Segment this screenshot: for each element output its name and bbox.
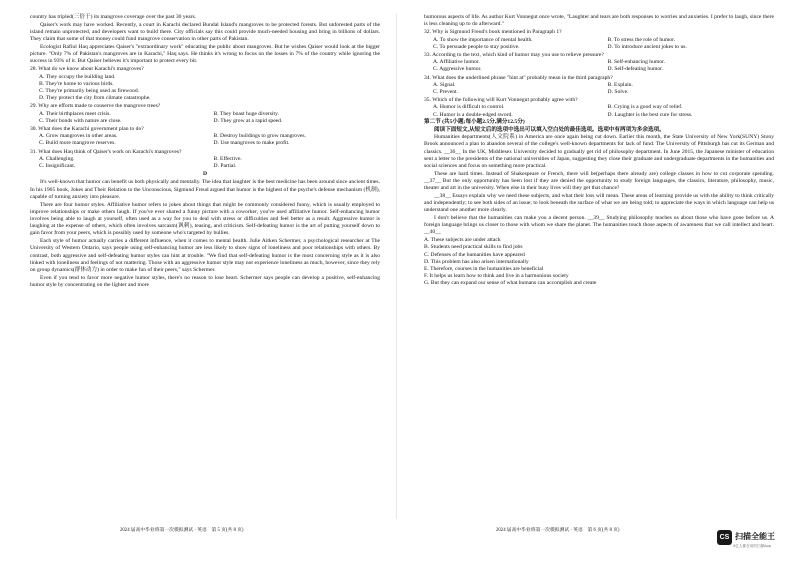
paragraph: I don't believe that the humanities can make you a decent person. __39__ Studying philosophy teaches us about those who have gone before us. A foreign language brings us closer to those with whom we share the planet. The humanities touch those aspects of awareness that we call intellect and heart. __40__ — [424, 214, 774, 236]
question-stem: 34. What does the underlined phrase "hint at" probably mean in the third paragraph? — [424, 74, 613, 81]
answer-option: B. Explain. — [607, 81, 633, 88]
answer-option: C. Insignificant. — [39, 163, 76, 170]
right-page — [424, 14, 774, 288]
paragraph: __38__ Essays explain why we need these subjects, and what their loss will mean. These areas of learning provide us with the ability to think critically and independently; to see both sides of an issue; to look beneath the surface of what we are being told; to appreciate the ways in which language can help us understand one another more clearly. — [424, 192, 774, 214]
answer-option: C. Prevent. — [433, 89, 459, 96]
answer-option: D. Solve. — [607, 89, 629, 96]
paragraph: There are four humor styles. Affiliative humor refers to jokes about things that might be commonly considered funny, which is usually employed to improve relationships or make others laugh. If you've ever shared a funny picture with a coworker, you've used affiliative humor. Self-enhancing humor involves being able to laugh at yourself, often used as a way for you to deal with stress or difficulties and feel better as a result. Aggressive humor is laughing at the expense of others, which often involves sarcasm(讽刺), teasing, and criticism. Self-defeating humor is the art of putting yourself down to gain favor from your peers, which is possibly used by someone who's targeted by bullies. — [30, 201, 380, 237]
question-options — [30, 111, 380, 125]
answer-option: B. Effective. — [213, 155, 242, 162]
right-questions — [424, 29, 774, 118]
answer-option: D. Use mangroves to make profit. — [213, 140, 290, 147]
blank-option: E. Therefore, courses in the humanities are beneficial — [424, 265, 544, 272]
footer-right: 2024 届高中毕业班第一次模拟测试 · 英语 第 6 页(共 8 页) — [496, 528, 620, 533]
blank-option: B. Students need practical skills to find jobs — [424, 244, 523, 251]
answer-option: A. Challenging. — [39, 155, 75, 162]
answer-option: B. They boast huge diversity. — [213, 110, 279, 117]
answer-option: C. To persuade people to stay positive. — [433, 43, 520, 50]
answer-option: A. Affiliative humor. — [433, 59, 480, 66]
section-instruction: 阅读下面短文,从短文后的选项中选出可以填入空白处的最佳选项。选项中有两项为多余选项。 — [434, 126, 665, 133]
question-stem: 35. Which of the following will Kurt Vonnegut probably agree with? — [424, 97, 578, 104]
blank-option: A. These subjects are under attack — [424, 237, 501, 244]
blank-options — [424, 237, 774, 287]
answer-option: B. They're home to various birds. — [39, 80, 114, 87]
answer-option: D. They protect the city from climate catastrophe. — [39, 95, 151, 102]
paragraph: country has tripled(三倍于) its mangrove coverage over the past 30 years. — [30, 14, 197, 20]
answer-option: B. Self-enhancing humor. — [607, 59, 665, 66]
watermark-title: 扫描全能王 — [735, 532, 775, 541]
paragraph: Each style of humor actually carries a different influence, when it comes to mental health. Julie Aitken Schermer, a psychological researcher at The University of Western Ontario, says people using self-enhancing humor are less likely to show signs of loneliness and poor relationships with others. By contrast, both aggressive and self-defeating humor styles can hint at trouble. "We find that self-defeating humor is the most concerning style as it is also linked with loneliness and feelings of not mattering. Those with an aggressive humor style may not experience loneliness as much, however, since they rely on group dynamics(群体动力) in order to make fun of their peers," says Schermer. — [30, 238, 380, 273]
blank-option: G. But they can expand our sense of what humans can accomplish and create — [424, 280, 597, 287]
paragraph: humorous aspects of life. As author Kurt Vonnegut once wrote, "Laughter and tears are both responses to worries and anxieties. I prefer to laugh, since there is less cleaning up to do afterward." — [424, 14, 774, 28]
question-options — [424, 59, 774, 73]
answer-option: A. To show the importance of mental health. — [433, 36, 533, 43]
answer-option: B. Crying is a good way of relief. — [607, 104, 683, 111]
answer-option: D. To introduce ancient jokes to us. — [607, 43, 687, 50]
footer-left: 2024 届高中毕业班第一次模拟测试 · 英语 第 5 页(共 8 页) — [120, 528, 244, 533]
scanner-watermark — [717, 528, 787, 554]
answer-option: A. Humor is difficult to control. — [433, 104, 505, 111]
answer-option: D. Laughter is the best cure for stress. — [607, 111, 693, 118]
right-bottom-paragraphs — [424, 134, 774, 236]
question-stem: 30. What does the Karachi government plan to do? — [30, 126, 144, 133]
blank-option: C. Defenses of the humanities have appeared — [424, 251, 525, 258]
answer-option: A. Signal. — [433, 81, 456, 88]
left-questions — [30, 66, 380, 170]
answer-option: D. Self-defeating humor. — [607, 66, 664, 73]
paragraph: Ecologist Rafiul Haq appreciates Qaiser's "extraordinary work" educating the public about mangroves. But he wishes Qaiser would look at the bigger picture. "Only 7% of Pakistan's mangroves are in Karachi," Haq says. He thinks it's wrong to focus on the losses in 7% of the country while ignoring the success in 93% of it. But Qaiser believes it's important to protect every bit. — [30, 43, 380, 65]
answer-option: B. To stress the role of humor. — [607, 36, 676, 43]
paragraph: It's well-known that humor can benefit us both physically and mentally. The idea that laughter is the best medicine has been around since ancient times. In his 1905 book, Jokes and Their Relation to the Unconscious, Sigmund Freud argued that humor is the highest of the psyche's defense mechanism (机制), capable of turning anxiety into pleasure. — [30, 179, 380, 200]
paragraph: Even if you tend to favor more negative humor styles, there's no reason to lose heart. Schermer says people can develop a positive, self-enhancing humor style by concentrating on the lighter and more — [30, 274, 380, 288]
answer-option: C. Aggressive humor. — [433, 66, 482, 73]
section-title: 第二节 (共5小题;每小题2.5分,满分12.5分) — [424, 118, 525, 125]
question-stem: 31. What does Haq think of Qaiser's work on Karachi's mangroves? — [30, 148, 182, 155]
left-bottom-paragraphs — [30, 179, 380, 289]
left-top-paragraphs — [30, 14, 380, 65]
answer-option: C. Their bonds with nature are close. — [39, 117, 122, 124]
answer-option: B. Destroy buildings to grow mangroves. — [213, 133, 306, 140]
passage-label: D — [202, 171, 208, 178]
camscanner-logo-icon: CS — [717, 530, 732, 545]
question-stem: 28. What do we know about Karachi's mangroves? — [30, 66, 144, 73]
left-page — [30, 14, 380, 290]
paragraph: These are hard times. Instead of Shakespeare or French, there will be(perhaps there already are) college classes in how to cut corporate spending. __37__ But the only opportunity has been lost if they are denied the opportunity to study foreign languages, the classics, literature, philosophy, music, theater and art in the university. When else in their busy lives will they get that chance? — [424, 170, 774, 192]
right-top-paragraphs — [424, 14, 774, 28]
question-options — [30, 133, 380, 147]
answer-option: A. Grow mangroves in other areas. — [39, 133, 118, 140]
question-options — [424, 104, 774, 118]
answer-option: D. They grow at a rapid speed. — [213, 117, 283, 124]
blank-option: F. It helps us learn how to think and live in a harmonious society — [424, 273, 569, 280]
answer-option: C. Humor is a double-edged sword. — [433, 111, 513, 118]
answer-option: C. Build more mangrove reserves. — [39, 140, 116, 147]
paragraph: Humanities departments(人文院系) in America are once again being cut down. Earlier this month, the State University of New York(SUNY) Stony Brook announced a plan to abandon several of the college's well-known departments for lack of fund. The University of Pittsburgh has cut its German and classics. __36__ In the UK, Middlesex University decided to gradually get rid of philosophy department. In June 2015, the Japanese minister of education sent a letter to the presidents of the national universities of Japan, suggesting they close their graduate and undergraduate departments in the humanities and social sciences and focus on something more practical. — [424, 134, 774, 170]
answer-option: A. Their birthplaces meet crisis. — [39, 110, 111, 117]
question-stem: 32. Why is Sigmund Freud's book mentioned in Paragraph 1? — [424, 29, 562, 36]
answer-option: A. They occupy the building land. — [39, 73, 116, 80]
blank-option: D. This problem has also arisen internationally — [424, 258, 529, 265]
paragraph: Qaiser's work may have worked. Recently, a court in Karachi declared Bundal Island's mangroves to be protected forests. But unforested parts of the island remain unprotected, and developers want to build there. City officials say this could provide much-needed housing and bring in billions of dollars. They claim that some of that money could fund mangrove conservation in other parts of Pakistan. — [30, 21, 380, 43]
question-options — [424, 37, 774, 51]
answer-option: D. Partial. — [213, 163, 237, 170]
question-stem: 29. Why are efforts made to conserve the mangrove trees? — [30, 103, 161, 110]
question-stem: 33. According to the text, which kind of humor may you use to relieve pressure? — [424, 52, 604, 59]
answer-option: C. They're primarily being used as firewood. — [39, 88, 140, 95]
question-options — [424, 82, 774, 96]
watermark-subtitle: 3亿人都在用的扫描App — [733, 544, 772, 548]
question-options — [30, 156, 380, 170]
page-divider — [396, 14, 397, 519]
question-options — [30, 74, 380, 103]
